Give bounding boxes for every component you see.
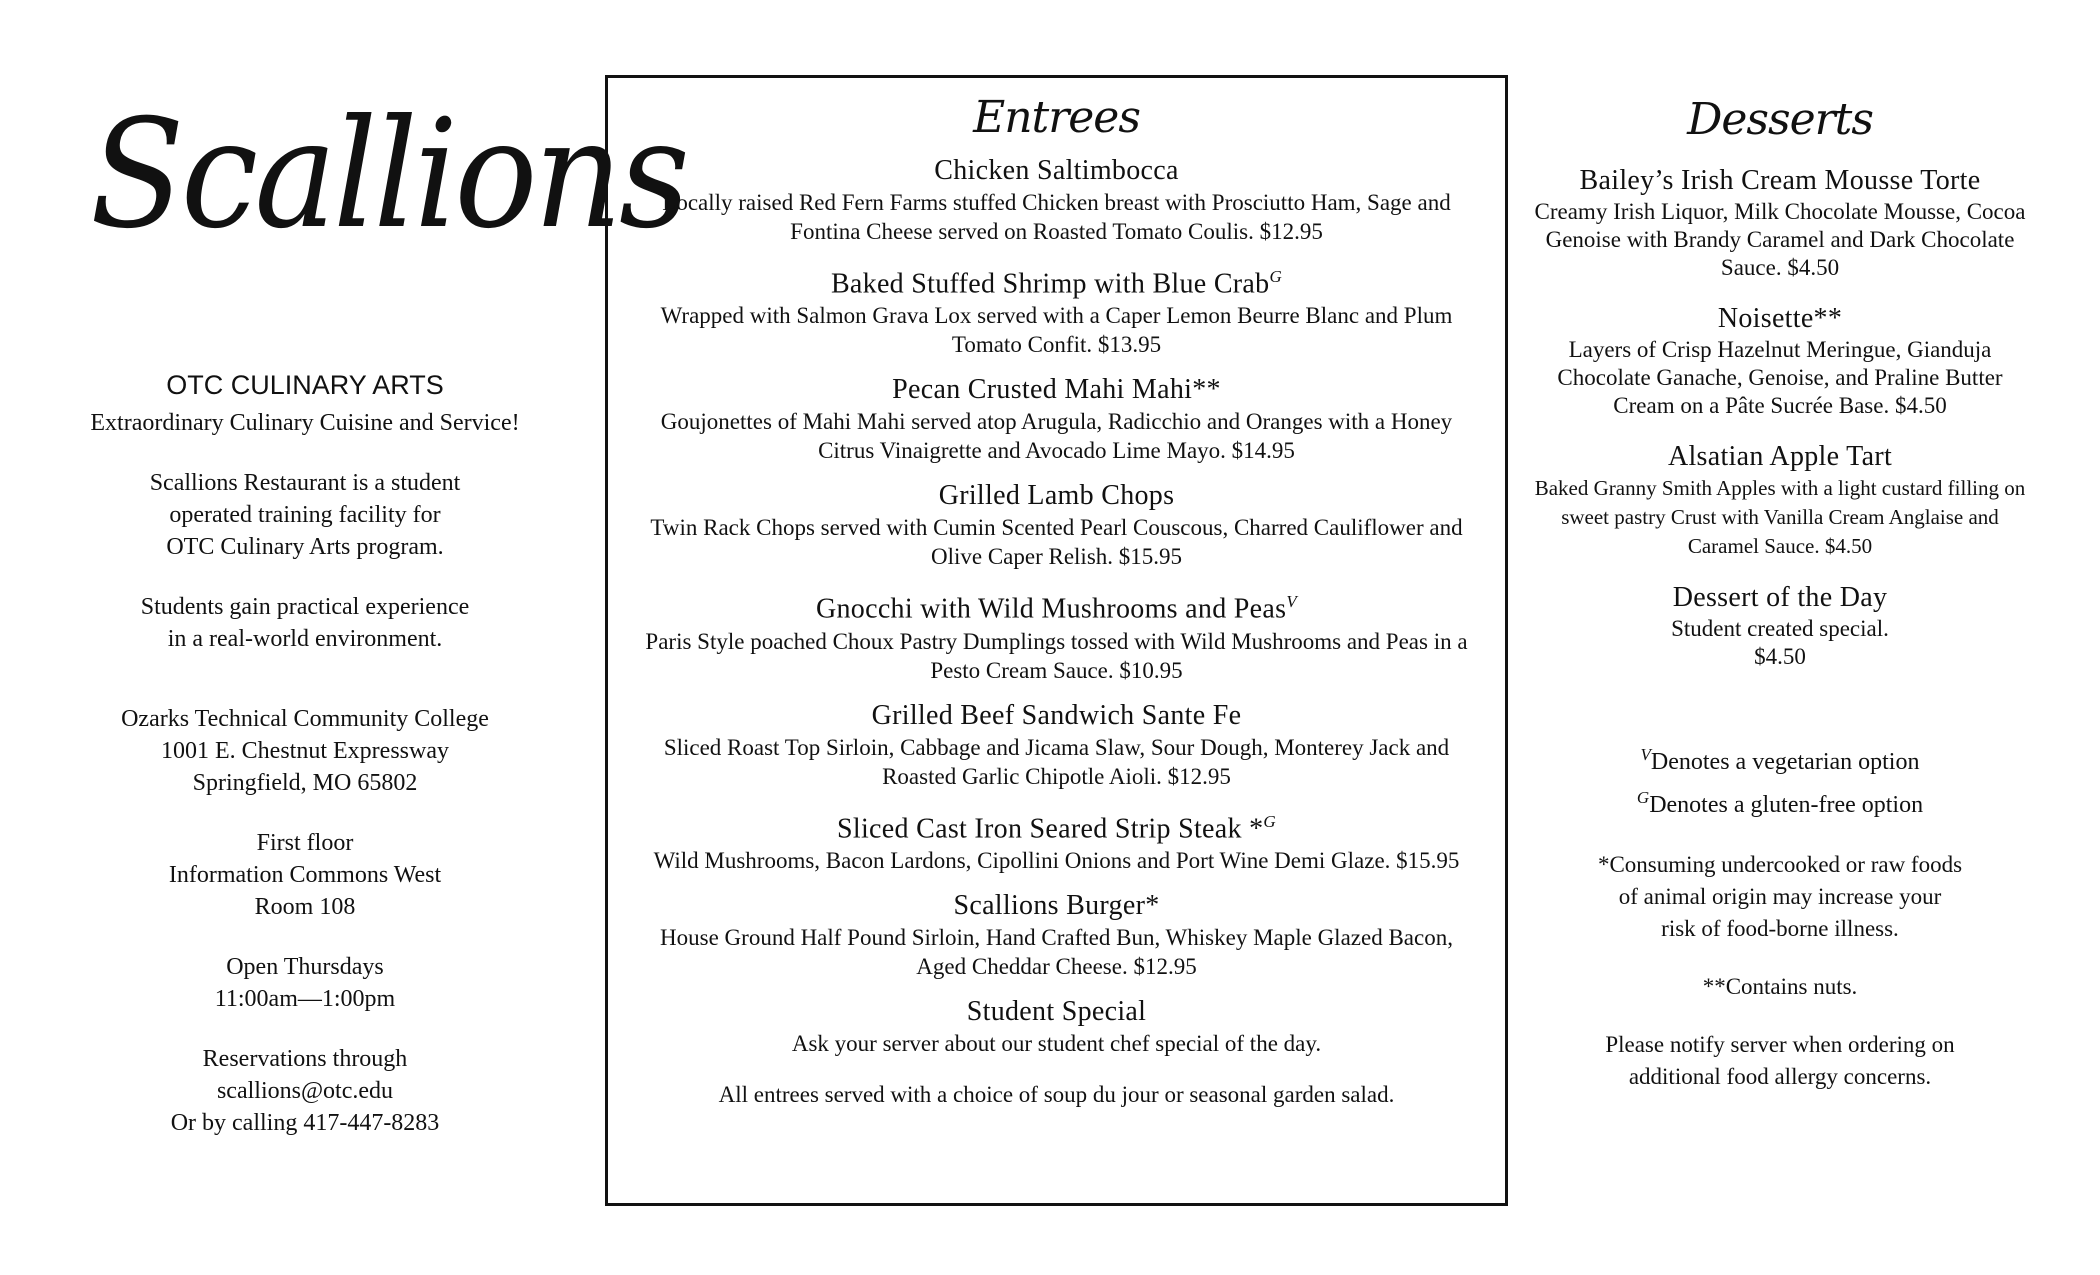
restaurant-logo: Scallions [90,88,687,262]
entree-item [608,373,1505,465]
gluten-free-icon: G [1263,811,1276,831]
entree-item [608,479,1505,571]
entree-name: Pecan Crusted Mahi Mahi** [892,374,1221,406]
gluten-free-icon: G [1269,267,1283,286]
dessert-description: Student created special. [1671,616,1889,641]
reservation-block: Reservations through scallions@otc.edu Or by calling 417-447-8283 [70,1043,540,1139]
desserts-title: Desserts [1687,94,1873,145]
restaurant-info-column [70,88,687,1139]
desserts-section [1530,94,2030,1093]
entree-item [608,889,1505,981]
dessert-item [1530,164,2030,282]
location-block: First floor Information Commons West Room 108 [168,830,442,920]
entrees-section [605,75,1508,1206]
dessert-item [1530,581,2030,671]
dessert-name: Alsatian Apple Tart [1667,441,1893,472]
entree-description: House Ground Half Pound Sirloin, Hand Crafted Bun, Whiskey Maple Glazed Bacon, Aged Cheddar Cheese. $12.95 [660,924,1453,979]
allergy-note: Please notify server when ordering on additional food allergy concerns. [1605,1032,1955,1089]
dessert-item [1530,440,2030,561]
dessert-name: Dessert of the Day [1672,582,1888,613]
entree-name: Gnocchi with Wild Mushrooms and Peas$^V$ [815,592,1298,625]
entree-list [608,154,1505,1058]
entree-item [608,154,1505,246]
nuts-note: **Contains nuts. [1702,974,1858,999]
tagline: Extraordinary Culinary Cuisine and Service! [90,410,520,436]
entree-name: Sliced Cast Iron Seared Strip Steak *$^G$ [837,811,1276,844]
dietary-legend [1530,737,2030,823]
dessert-price: $4.50 [1754,644,1806,669]
entree-name: Grilled Lamb Chops [938,480,1175,512]
about-text: Scallions Restaurant is a student operated training facility for OTC Culinary Arts program. [149,470,461,560]
vegetarian-icon: V [1640,745,1651,764]
reservation-email: scallions@otc.edu [216,1078,394,1104]
entree-description: Locally raised Red Fern Farms stuffed Chicken breast with Prosciutto Ham, Sage and Fontina Cheese served on Roasted Tomato Coulis. $12.95 [662,190,1451,244]
entrees-closing-note: All entrees served with a choice of soup du jour or seasonal garden salad. [718,1081,1395,1107]
dessert-description: Baked Granny Smith Apples with a light custard filling on sweet pastry Crust with Vanilla Cream Anglaise and Caramel Sauce. $4.50 [1534,476,2026,558]
entree-description: Wrapped with Salmon Grava Lox served with a Caper Lemon Beurre Blanc and Plum Tomato Confit. $13.95 [660,303,1453,358]
experience-text: Students gain practical experience in a real-world environment. [140,594,470,652]
legend-gluten-free: $^G$Denotes a gluten-free option [1636,788,1924,818]
entree-description: Ask your server about our student chef special of the day. [791,1030,1322,1056]
entree-name: Chicken Saltimbocca [934,155,1179,186]
dessert-description: Creamy Irish Liquor, Milk Chocolate Mousse, Cocoa Genoise with Brandy Caramel and Dark Chocolate Sauce. $4.50 [1534,199,2026,280]
entrees-title: Entrees [973,92,1140,143]
entree-name: Student Special [966,995,1147,1027]
entree-name: Grilled Beef Sandwich Sante Fe [871,699,1242,731]
dessert-name: Noisette** [1717,303,1843,334]
entree-item [608,699,1505,791]
dessert-item [1530,302,2030,420]
address-block: Ozarks Technical Community College 1001 E. Chestnut Expressway Springfield, MO 65802 [121,706,489,796]
entree-description: Sliced Roast Top Sirloin, Cabbage and Jicama Slaw, Sour Dough, Monterey Jack and Roasted Garlic Chipotle Aioli. $12.95 [663,734,1450,789]
legend-vegetarian: $^V$Denotes a vegetarian option [1640,745,1920,775]
entree-item [608,995,1505,1058]
dessert-name: Bailey’s Irish Cream Mousse Torte [1579,165,1981,196]
entree-description: Goujonettes of Mahi Mahi served atop Arugula, Radicchio and Oranges with a Honey Citrus Vinaigrette and Avocado Lime Mayo. $14.95 [660,409,1453,464]
entree-description: Paris Style poached Choux Pastry Dumplings tossed with Wild Mushrooms and Peas in a Pesto Cream Sauce. $10.95 [645,628,1468,683]
entree-description: Twin Rack Chops served with Cumin Scented Pearl Couscous, Charred Cauliflower and Olive Caper Relish. $15.95 [650,515,1463,570]
hours-block: Open Thursdays 11:00am—1:00pm [214,954,396,1012]
entree-item [608,260,1505,359]
org-name: OTC CULINARY ARTS [166,370,444,400]
entree-item [608,805,1505,875]
vegetarian-icon: V [1286,592,1298,612]
entree-item [608,585,1505,684]
gluten-free-icon: G [1636,788,1650,807]
entree-name: Scallions Burger* [953,889,1160,921]
dessert-list [1530,164,2030,671]
food-safety-warning: *Consuming undercooked or raw foods of animal origin may increase your risk of food-borne illness. [1597,852,1963,941]
reservation-phone: Or by calling 417-447-8283 [170,1110,440,1136]
entree-name: Baked Stuffed Shrimp with Blue Crab$^G$ [830,267,1283,300]
dessert-description: Layers of Crisp Hazelnut Meringue, Gianduja Chocolate Ganache, Genoise, and Praline Butter Cream on a Pâte Sucrée Base. $4.50 [1557,337,2003,418]
entree-description: Wild Mushrooms, Bacon Lardons, Cipollini Onions and Port Wine Demi Glaze. $15.95 [653,847,1460,873]
